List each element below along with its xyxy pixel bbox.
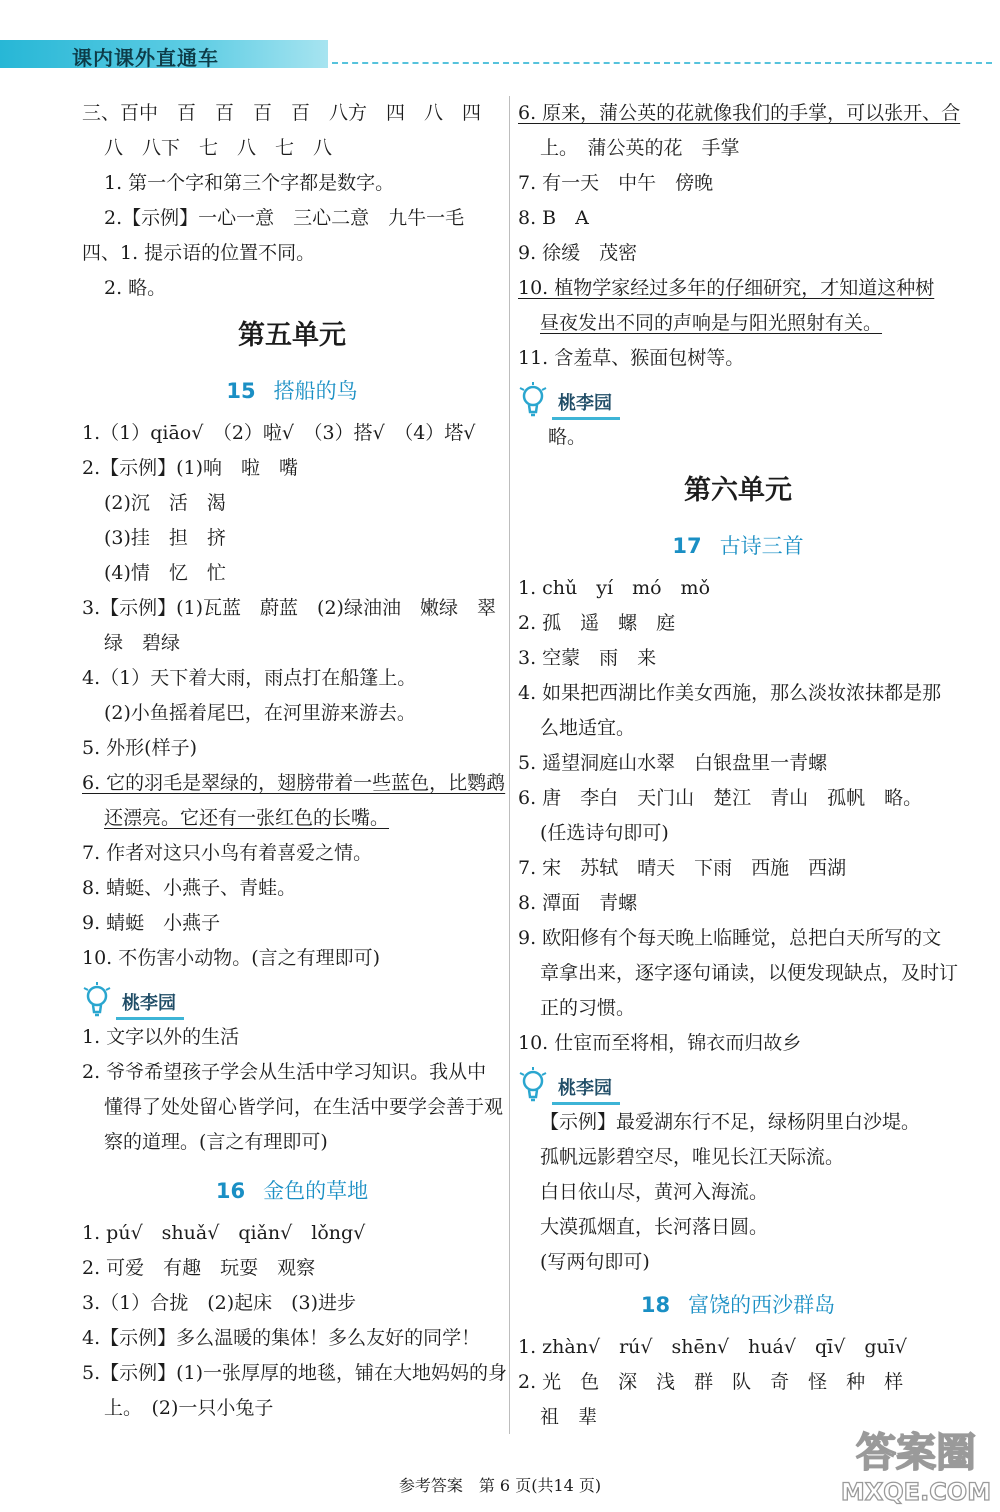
taoliyuan-label — [518, 1061, 958, 1105]
lesson-title — [518, 521, 958, 571]
right-column — [518, 96, 961, 1435]
header-dashed-rule — [332, 62, 992, 64]
answer-line: 10. 植物学家经过多年的仔细研究，才知道这种树 — [518, 277, 935, 299]
answer-line: 10. 不伤害小动物。(言之有理即可) — [82, 947, 381, 969]
answer-line: 1. pú√ shuǎ√ qiǎn√ lǒng√ — [82, 1222, 366, 1244]
answer-line: 3.（1）合拢 (2)起床 (3)进步 — [82, 1292, 357, 1314]
answer-line: 4. 如果把西湖比作美女西施，那么淡妆浓抹都是那 — [518, 682, 942, 704]
answer-line: 1. chǔ yí mó mǒ — [518, 577, 711, 599]
lesson-name: 富饶的西沙群岛 — [688, 1293, 836, 1317]
answer-line: 5. 遥望洞庭山水翠 白银盘里一青螺 — [518, 752, 828, 774]
column-divider — [509, 96, 510, 1434]
answer-line: 8. 蜻蜓、小燕子、青蛙。 — [82, 877, 297, 899]
taoliyuan-label — [82, 976, 502, 1020]
answer-line: 上。 (2)一只小兔子 — [104, 1397, 274, 1419]
answer-line: 1. 文字以外的生活 — [82, 1026, 240, 1048]
answer-line: 【示例】最爱湖东行不足，绿杨阴里白沙堤。 — [540, 1111, 921, 1133]
unit-title: 第五单元 — [238, 320, 346, 351]
answer-line: (4)情 忆 忙 — [104, 562, 226, 584]
lightbulb-icon — [82, 982, 112, 1020]
header-title: 课内课外直通车 — [72, 46, 219, 70]
answer-line: (3)挂 担 挤 — [104, 527, 226, 549]
answer-line: 2. 光 色 深 浅 群 队 奇 怪 种 样 — [518, 1371, 904, 1393]
answer-line: 9. 徐缓 茂密 — [518, 242, 638, 264]
answer-line: 正的习惯。 — [540, 997, 636, 1019]
answer-line: 昼夜发出不同的声响是与阳光照射有关。 — [540, 312, 883, 334]
answer-line: 1. zhàn√ rú√ shēn√ huá√ qī√ guī√ — [518, 1336, 907, 1358]
answer-line: (2)沉 活 渴 — [104, 492, 226, 514]
lesson-number: 18 — [640, 1293, 671, 1317]
answer-line: 6. 它的羽毛是翠绿的，翅膀带着一些蓝色，比鹦鹉 — [82, 772, 506, 794]
unit-title: 第六单元 — [684, 475, 792, 506]
answer-line: 大漠孤烟直，长河落日圆。 — [540, 1216, 769, 1238]
answer-line: 四、1. 提示语的位置不同。 — [82, 242, 316, 264]
answer-line: 祖 辈 — [540, 1406, 598, 1428]
answer-line: 2. 孤 遥 螺 庭 — [518, 612, 676, 634]
watermark-main: 答案圈 — [856, 1430, 976, 1476]
answer-line: 4.【示例】多么温暖的集体！多么友好的同学！ — [82, 1327, 481, 1349]
taoliyuan-label — [518, 376, 958, 420]
answer-line: 8. B A — [518, 207, 589, 229]
answer-line: 7. 宋 苏轼 晴天 下雨 西施 西湖 — [518, 857, 847, 879]
taoliyuan-title: 桃李园 — [552, 1074, 620, 1105]
answer-line: 9. 蜻蜓 小燕子 — [82, 912, 221, 934]
taoliyuan-title: 桃李园 — [552, 389, 620, 420]
answer-line: 2. 可爱 有趣 玩耍 观察 — [82, 1257, 316, 1279]
answer-line: 白日依山尽，黄河入海流。 — [540, 1181, 769, 1203]
answer-line: 察的道理。(言之有理即可) — [104, 1131, 328, 1153]
answer-line: 5. 外形(样子) — [82, 737, 197, 759]
lesson-number: 15 — [226, 379, 256, 403]
answer-line: 10. 仕宦而至将相，锦衣而归故乡 — [518, 1032, 802, 1054]
answer-line: 三、百中 百 百 百 百 八方 四 八 四 — [82, 102, 482, 124]
answer-line: 8. 潭面 青螺 — [518, 892, 638, 914]
answer-line: 6. 唐 李白 天门山 楚江 青山 孤帆 略。 — [518, 787, 923, 809]
answer-line: 7. 有一天 中午 傍晚 — [518, 172, 714, 194]
lesson-name: 金色的草地 — [263, 1179, 369, 1203]
answer-line: 2. 爷爷希望孩子学会从生活中学习知识。我从中 — [82, 1061, 487, 1083]
answer-line: 3. 空蒙 雨 来 — [518, 647, 657, 669]
answer-line: 2. 略。 — [104, 277, 167, 299]
answer-line: 5.【示例】(1)一张厚厚的地毯，铺在大地妈妈的身 — [82, 1362, 508, 1384]
answer-line: 1.（1）qiāo√ （2）啦√ （3）搭√ （4）塔√ — [82, 422, 476, 444]
lesson-number: 17 — [672, 534, 702, 558]
answer-line: (2)小鱼摇着尾巴，在河里游来游去。 — [104, 702, 416, 724]
answer-line: 9. 欧阳修有个每天晚上临睡觉，总把白天所写的文 — [518, 927, 942, 949]
lesson-title — [82, 1166, 502, 1216]
answer-line: 11. 含羞草、猴面包树等。 — [518, 347, 745, 369]
answer-line: 孤帆远影碧空尽，唯见长江天际流。 — [540, 1146, 845, 1168]
answer-line: 么地适宜。 — [540, 717, 636, 739]
lesson-name: 搭船的鸟 — [273, 379, 358, 403]
answer-line: 3.【示例】(1)瓦蓝 蔚蓝 (2)绿油油 嫩绿 翠 — [82, 597, 496, 619]
left-column — [82, 96, 508, 1426]
answer-line: (任选诗句即可) — [540, 822, 669, 844]
answer-line: 略。 — [548, 426, 587, 448]
answer-line: 7. 作者对这只小鸟有着喜爱之情。 — [82, 842, 373, 864]
lightbulb-icon — [518, 1067, 548, 1105]
lesson-number: 16 — [215, 1179, 246, 1203]
answer-line: 6. 原来，蒲公英的花就像我们的手掌，可以张开、合 — [518, 102, 961, 124]
lightbulb-icon — [518, 382, 548, 420]
answer-line: 懂得了处处留心皆学问，在生活中要学会善于观 — [104, 1096, 504, 1118]
answer-line: 章拿出来，逐字逐句诵读，以便发现缺点，及时订 — [540, 962, 959, 984]
answer-line: 1. 第一个字和第三个字都是数字。 — [104, 172, 395, 194]
page-footer: 参考答案 第 6 页(共14 页) — [398, 1476, 602, 1495]
answer-line: 2.【示例】一心一意 三心二意 九牛一毛 — [104, 207, 465, 229]
answer-line: 4.（1）天下着大雨，雨点打在船篷上。 — [82, 667, 417, 689]
watermark-url: MXQE.COM — [840, 1478, 992, 1506]
answer-line: 八 八下 七 八 七 八 — [104, 137, 333, 159]
lesson-name: 古诗三首 — [719, 534, 804, 558]
answer-line: 还漂亮。它还有一张红色的长嘴。 — [104, 807, 390, 829]
lesson-title — [518, 1280, 958, 1330]
answer-line: (写两句即可) — [540, 1251, 650, 1273]
answer-line: 2.【示例】(1)响 啦 嘴 — [82, 457, 299, 479]
watermark-logo — [836, 1420, 996, 1508]
answer-line: 上。 蒲公英的花 手掌 — [540, 137, 740, 159]
answer-line: 绿 碧绿 — [104, 632, 181, 654]
lesson-title — [82, 366, 502, 416]
taoliyuan-title: 桃李园 — [116, 989, 184, 1020]
